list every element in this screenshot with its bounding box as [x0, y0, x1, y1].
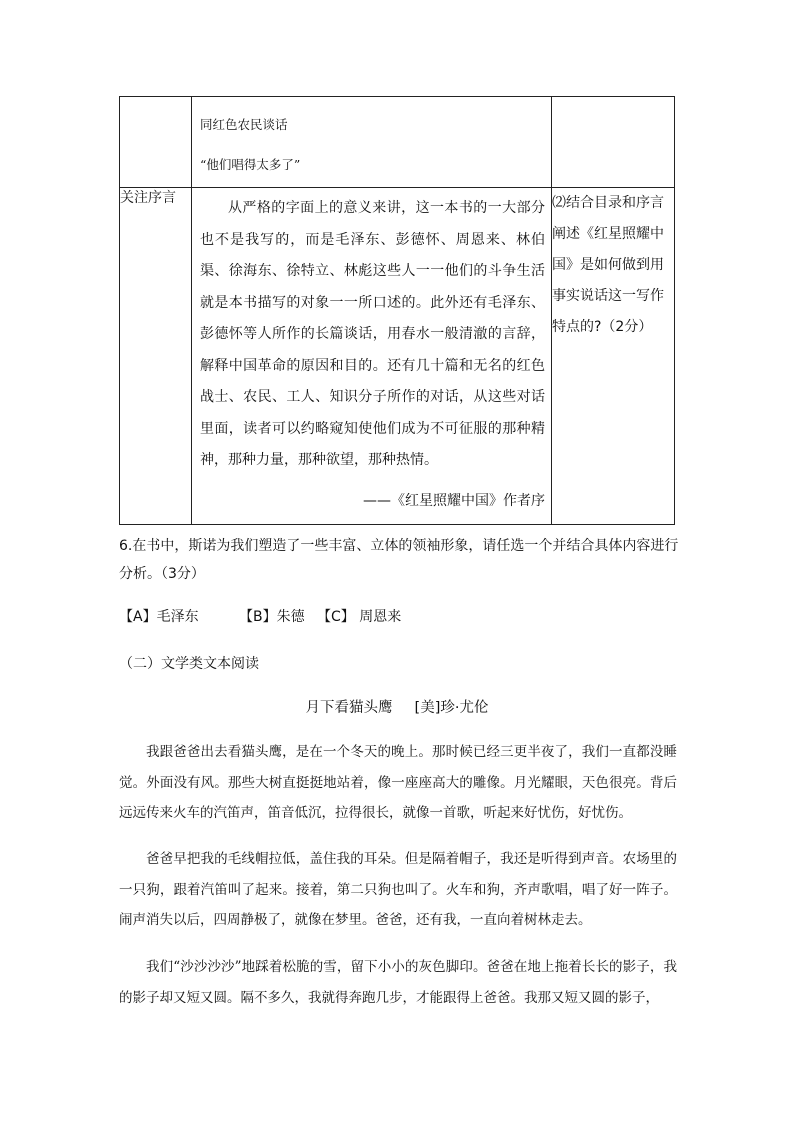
empty-label-cell	[120, 97, 192, 188]
story-heading	[0, 696, 794, 720]
table-row	[120, 97, 675, 188]
story-author: [美]珍·尤伦	[414, 700, 489, 716]
row-label: 关注序言	[120, 188, 192, 525]
section-title: （二）文学类文本阅读	[119, 656, 259, 672]
story-paragraph: 爸爸早把我的毛线帽拉低，盖住我的耳朵。但是隔着帽子，我还是听得到声音。农场里的一只狗，跟着汽笛叫了起来。接着，第二只狗也叫了。火车和狗，齐声歌唱，唱了好一阵子。闹声消失以后，四周静极了，就像在梦里。爸爸，还有我，一直向着树林走去。	[119, 851, 677, 928]
option-a: 【A】毛泽东	[119, 609, 199, 625]
story-paragraph: 我们“沙沙沙沙”地踩着松脆的雪，留下小小的灰色脚印。爸爸在地上拖着长长的影子，我的影子却又短又圆。隔不多久，我就得奔跑几步，才能跟得上爸爸。我那又短又圆的影子，	[119, 959, 677, 1006]
option-c: 【C】 周恩来	[317, 609, 402, 625]
empty-question-cell	[552, 97, 675, 188]
chapter-title: “他们唱得太多了”	[200, 157, 301, 172]
preface-source: ——《红星照耀中国》作者序	[363, 492, 545, 509]
chapter-cell	[192, 97, 552, 188]
chapter-title: 同红色农民谈话	[200, 117, 288, 132]
reading-table	[119, 96, 675, 525]
question-text: ⑵结合目录和序言阐述《红星照耀中国》是如何做到用事实说话这一写作特点的?（2分）	[552, 188, 675, 525]
story-title: 月下看猫头鹰	[305, 700, 393, 716]
preface-cell	[192, 188, 552, 525]
preface-passage: 从严格的字面上的意义来讲，这一本书的一大部分也不是我写的，而是毛泽东、彭德怀、周恩来、林伯渠、徐海东、徐特立、林彪这些人一一他们的斗争生活就是本书描写的对象一一所口述的。此外还有毛泽东、彭德怀等人所作的长篇谈话，用春水一般清澈的言辞，解释中国革命的原因和目的。还有几十篇和无名的红色战士、农民、工人、知识分子所作的对话，从这些对话里面，读者可以约略窥知使他们成为不可征服的那种精神，那种力量，那种欲望，那种热情。	[200, 200, 545, 468]
question-6: 6.在书中，斯诺为我们塑造了一些丰富、立体的领袖形象，请任选一个并结合具体内容进行分析。（3分）	[119, 538, 679, 582]
table-row	[120, 188, 675, 525]
option-b: 【B】朱德	[239, 609, 305, 625]
story-paragraph: 我跟爸爸出去看猫头鹰，是在一个冬天的晚上。那时候已经三更半夜了，我们一直都没睡觉。外面没有风。那些大树直挺挺地站着，像一座座高大的雕像。月光耀眼，天色很亮。背后远远传来火车的汽笛声，笛音低沉，拉得很长，就像一首歌，听起来好忧伤，好忧伤。	[119, 744, 677, 821]
option-list	[119, 605, 401, 629]
